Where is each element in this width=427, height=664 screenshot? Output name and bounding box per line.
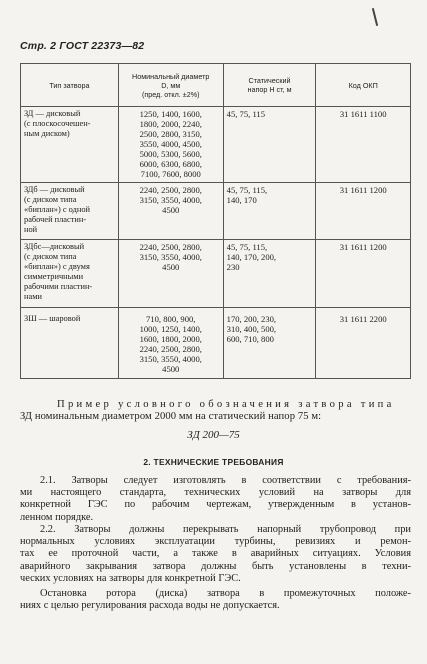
paragraph-2-1: 2.1. Затворы следует изготовлять в соответствии с требования- ми настоящего стандарта, технических условий на затворы для конкретной ГЭС по рабочим чертежам, утвержденным в установ- ленном порядке.	[20, 475, 411, 523]
cell-code: 31 1611 2200	[316, 308, 411, 379]
example-heading: Пример условного обозначения затвора типа	[57, 399, 395, 410]
table-header-row	[21, 64, 411, 107]
cell-pressure: 170, 200, 230, 310, 400, 500, 600, 710, 800	[223, 308, 316, 379]
cell-diameter: 2240, 2500, 2800, 3150, 3550, 4000, 4500	[118, 240, 223, 308]
page-header: Стр. 2 ГОСТ 22373—82	[20, 40, 145, 52]
table-row	[21, 107, 411, 183]
table-row	[21, 308, 411, 379]
margin-tick-mark	[372, 8, 378, 26]
cell-code: 31 1611 1100	[316, 107, 411, 183]
cell-pressure: 45, 75, 115	[223, 107, 316, 183]
paragraph-rotor: Остановка ротора (диска) затвора в промежуточных положе- ниях с целью регулирования расхода воды не допускается.	[20, 588, 411, 612]
cell-diameter: 1250, 1400, 1600, 1800, 2000, 2240, 2500, 2800, 3150, 3550, 4000, 4500, 5000, 5300, 5600, 6000, 6300, 6800, 7100, 7600, 8000	[118, 107, 223, 183]
cell-code: 31 1611 1200	[316, 240, 411, 308]
header-code: Код ОКП	[316, 64, 411, 107]
cell-type: ЗШ — шаровой	[21, 308, 119, 379]
example-designation: ЗД 200—75	[187, 429, 240, 441]
valve-types-table	[20, 63, 411, 379]
cell-pressure: 45, 75, 115, 140, 170, 200, 230	[223, 240, 316, 308]
cell-pressure: 45, 75, 115, 140, 170	[223, 183, 316, 240]
section-title: 2. ТЕХНИЧЕСКИЕ ТРЕБОВАНИЯ	[143, 457, 284, 467]
header-diameter: Номинальный диаметр D, мм (пред. откл. ±2%)	[118, 64, 223, 107]
table-row	[21, 240, 411, 308]
paragraph-2-2: 2.2. Затворы должны перекрывать напорный трубопровод при нормальных условиях эксплуатации турбины, ревизиях и ремон- тах ее проточной части, а также в аварийных ситуациях. Условия аварийного закрывания затвора должны быть установлены в техни- ческих условиях на затворы для конкретной ГЭС.	[20, 524, 411, 584]
cell-type: ЗДб — дисковый (с диском типа «биплан») с одной рабочей пластин- ной	[21, 183, 119, 240]
cell-type: ЗДбс—дисковый (с диском типа «биплан») с двумя симметричными рабочими пластин- нами	[21, 240, 119, 308]
header-pressure: Статический напор H ст, м	[223, 64, 316, 107]
cell-code: 31 1611 1200	[316, 183, 411, 240]
header-type: Тип затвора	[21, 64, 119, 107]
table-row	[21, 183, 411, 240]
example-text: ЗД номинальным диаметром 2000 мм на статический напор 75 м:	[20, 411, 322, 422]
cell-type: ЗД — дисковый (с плоскосочешен- ным диском)	[21, 107, 119, 183]
cell-diameter: 710, 800, 900, 1000, 1250, 1400, 1600, 1800, 2000, 2240, 2500, 2800, 3150, 3550, 4000, 4500	[118, 308, 223, 379]
cell-diameter: 2240, 2500, 2800, 3150, 3550, 4000, 4500	[118, 183, 223, 240]
